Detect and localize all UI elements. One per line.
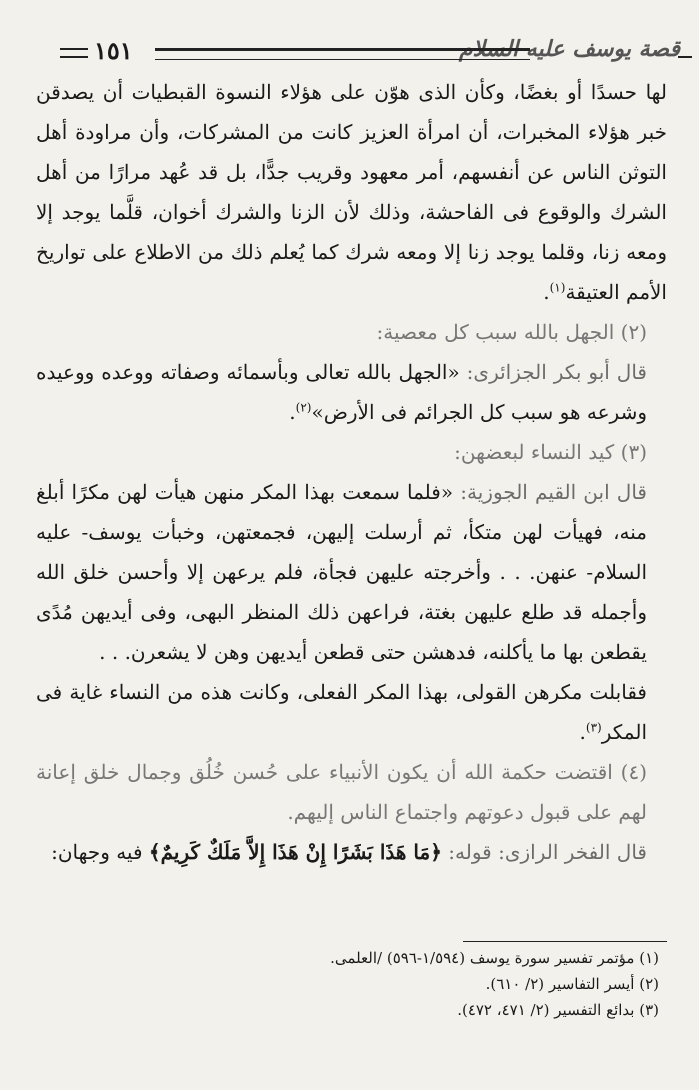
quote-attribution-3: قال ابن القيم الجوزية: xyxy=(453,480,647,504)
header-tick xyxy=(678,56,692,58)
running-title: قصة يوسف عليه السلام xyxy=(458,36,680,62)
paragraph-4-text: فقابلت مكرهن القولى، بهذا المكر الفعلى، وكانت هذه من النساء غاية فى المكر xyxy=(36,680,647,744)
quote-2: «الجهل بالله تعالى وبأسمائه وصفاته ووعده ووعيده وشرعه هو سبب كل الجرائم فى الأرض» xyxy=(36,360,647,424)
footnote-separator xyxy=(463,941,667,942)
paragraph-3 xyxy=(36,472,667,672)
page-header xyxy=(60,36,680,68)
paragraph-1: لها حسدًا أو بغضًا، وكأن الذى هوّن على هؤلاء النسوة القبطيات أن يصدقن خبر هؤلاء المخبرات، أن امرأة العزيز كانت من المشركات، وأن مراودة أهل التوثن الناس عن أنفسهم، أمر معهود وقريب جدًّا، بل قد عُهد مرارًا من أهل الشرك والوقوع فى الفاحشة، وذلك لأن الزنا والشرك أخوان، قلَّما يوجد إلا ومعه زنا، وقلما يوجد زنا إلا ومعه شرك كما يُعلم ذلك من الاطلاع على تواريخ الأمم العتيقة$^{(١)}$. xyxy=(36,80,667,304)
page-number-marker xyxy=(60,48,88,58)
quote-attribution-5: قال الفخر الرازى: قوله: xyxy=(441,840,647,864)
quote-3: «فلما سمعت بهذا المكر منهن هيأت لهن مكرًا أبلغ منه، فهيأت لهن متكأ، ثم أرسلت إليهن، فجمعتهن، وخبأت يوسف- عليه السلام- عنهن. . . وأخرجته عليهن فجأة، فلم يرعهن إلا وأحسن خلق الله وأجمله قد طلع عليهن بغتة، فراعهن ذلك المنظر البهى، وفى أيديهن مُدًى يقطعن بها ما يأكلنه، فدهشن حتى قطعن أيديهن وهن لا يشعرن. . . xyxy=(36,480,647,664)
heading-3: (٣) كيد النساء لبعضهن: xyxy=(454,440,647,464)
header-rule xyxy=(155,48,530,60)
footnote-ref-1: (١) xyxy=(549,280,566,295)
paragraph-2: قال أبو بكر الجزائرى: «الجهل بالله تعالى وبأسمائه وصفاته ووعده ووعيده وشرعه هو سبب كل الجرائم فى الأرض»$^{(٢)}$. xyxy=(36,360,647,424)
heading-4: (٤) اقتضت حكمة الله أن يكون الأنبياء على حُسن خُلُق وجمال خلق إعانة لهم على قبول دعوتهم واجتماع الناس إليهم. xyxy=(36,760,647,824)
page-number: ١٥١ xyxy=(94,36,133,65)
footnote-item: (١) مؤتمر تفسير سورة يوسف (١/٥٩٤-٥٩٦) /العلمى. xyxy=(330,949,659,967)
quran-verse: ﴿مَا هَذَا بَشَرًا إِنْ هَذَا إِلاَّ مَلَكٌ كَرِيمٌ﴾ xyxy=(148,840,442,864)
footnote-ref-2: (٢) xyxy=(295,400,312,415)
footnote-ref-3: (٣) xyxy=(585,720,602,735)
footnotes xyxy=(40,945,659,1023)
footnote-item: (٢) أيسر التفاسير (٢/ ٦١٠). xyxy=(485,975,659,993)
footnote-item: (٣) بدائع التفسير (٢/ ٤٧١، ٤٧٢). xyxy=(457,1001,659,1019)
paragraph-1-text: لها حسدًا أو بغضًا، وكأن الذى هوّن على هؤلاء النسوة القبطيات أن يصدقن خبر هؤلاء المخبرات، أن امرأة العزيز كانت من المشركات، وأن مراودة أهل التوثن الناس عن أنفسهم، أمر معهود وقريب جدًّا، بل قد عُهد مرارًا من أهل الشرك والوقوع فى الفاحشة، وذلك لأن الزنا والشرك أخوان، قلَّما يوجد إلا ومعه زنا، وقلما يوجد زنا إلا ومعه شرك كما يُعلم ذلك من الاطلاع على تواريخ الأمم العتيقة xyxy=(36,80,667,304)
main-text xyxy=(36,72,667,872)
paragraph-4: فقابلت مكرهن القولى، بهذا المكر الفعلى، وكانت هذه من النساء غاية فى المكر$^{(٣)}$. xyxy=(36,680,647,744)
paragraph-5-tail: فيه وجهان: xyxy=(51,840,149,864)
quote-attribution-2: قال أبو بكر الجزائرى: xyxy=(459,360,647,384)
heading-2: (٢) الجهل بالله سبب كل معصية: xyxy=(376,320,647,344)
paragraph-5 xyxy=(36,832,667,872)
